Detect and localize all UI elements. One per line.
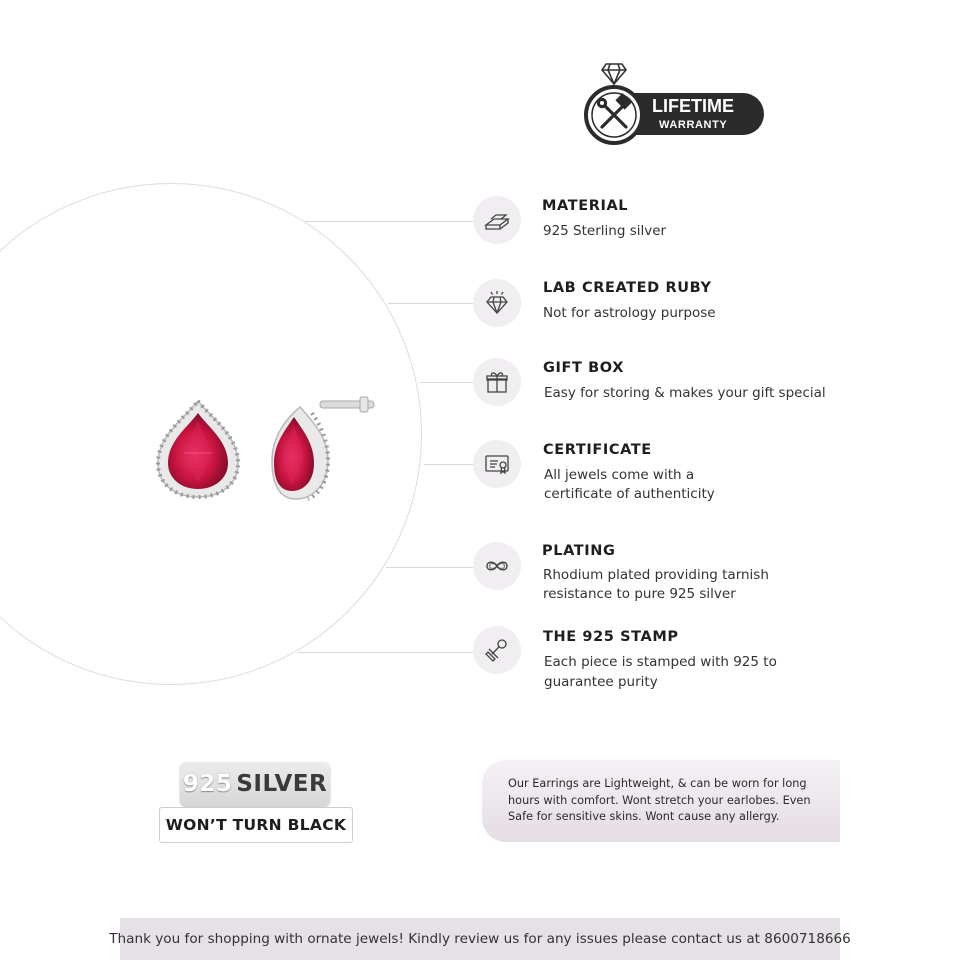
feature-desc-stamp-line2: guarantee purity [544,674,658,690]
connector-line [420,382,473,383]
connector-line [424,464,473,465]
feature-title-certificate: CERTIFICATE [543,442,652,458]
badge-line2: WARRANTY [659,119,728,131]
feature-desc-certificate-line2: certificate of authenticity [544,486,715,502]
feature-title-ruby: LAB CREATED RUBY [543,280,712,296]
feature-desc-plating-line2: resistance to pure 925 silver [543,586,736,602]
connector-line [298,652,473,653]
feature-title-gift-box: GIFT BOX [543,360,624,376]
certificate-icon [482,449,512,479]
gift-box-icon [482,367,512,397]
stamp-icon-circle [473,626,521,674]
earring-side-view [272,397,374,499]
feature-title-stamp: THE 925 STAMP [543,629,679,645]
feature-desc-material: 925 Sterling silver [543,223,667,239]
diamond-icon [482,288,512,318]
note-line: Safe for sensitive skins. Wont cause any allergy. [508,810,780,823]
certificate-icon-circle [473,440,521,488]
feature-title-plating: PLATING [542,543,616,559]
connector-line [305,221,473,222]
lifetime-warranty-badge [582,60,768,150]
diamond-icon [602,64,626,84]
silver-badge-word: SILVER [236,771,328,797]
infinity-icon [482,551,512,581]
925-silver-badge [180,762,330,806]
silver-badge-tagline: WON’T TURN BLACK [159,807,353,843]
stamp-icon [482,635,512,665]
earring-front-view [158,401,238,497]
connector-line [386,567,473,568]
note-line: hours with comfort. Wont stretch your earlobes. Even [508,793,811,807]
badge-line1: LIFETIME [652,96,734,116]
comfort-note [482,760,840,842]
feature-title-material: MATERIAL [542,198,629,214]
gift-icon-circle [473,358,521,406]
ruby-icon-circle [473,279,521,327]
feature-desc-gift-box: Easy for storing & makes your gift special [544,385,826,401]
plating-icon-circle [473,542,521,590]
feature-desc-ruby: Not for astrology purpose [543,305,716,321]
connector-line [388,303,473,304]
ruby-earrings-image [150,395,390,510]
silver-badge-number: 925 [182,771,233,797]
material-icon-circle [473,196,521,244]
feature-desc-stamp-line1: Each piece is stamped with 925 to [544,654,777,670]
feature-desc-certificate-line1: All jewels come with a [544,467,695,483]
feature-desc-plating-line1: Rhodium plated providing tarnish [543,567,769,583]
footer-contact-banner: Thank you for shopping with ornate jewels! Kindly review us for any issues please contact us at 8600718666 [120,918,840,960]
note-line: Our Earrings are Lightweight, & can be worn for long [508,777,807,790]
silver-bar-icon [482,205,512,235]
